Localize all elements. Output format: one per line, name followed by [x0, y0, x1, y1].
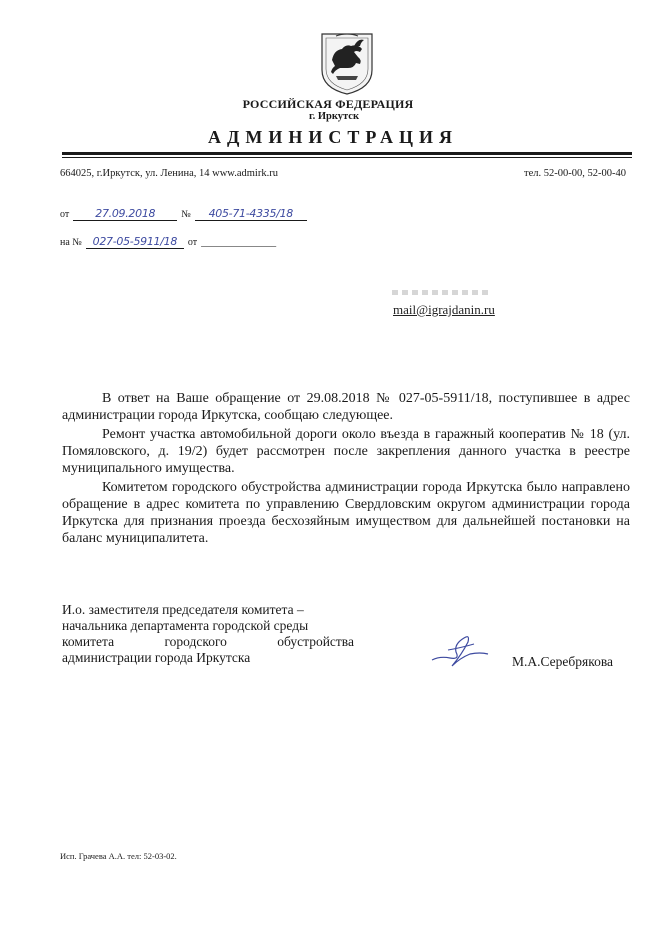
executor-note: Исп. Грачева А.А. тел: 52-03-02. [60, 851, 177, 861]
position-word: городского [164, 634, 227, 649]
body-paragraph-3 [62, 479, 630, 547]
number-label: № [181, 209, 191, 220]
date-label: от [60, 209, 70, 220]
position-line [62, 634, 354, 650]
incoming-registry-row [60, 232, 276, 250]
paragraph-text: В ответ на Ваше обращение от 29.08.2018 № 027-05-5911/18, поступившее в адрес администрации города Иркутска, сообщаю следующее. [62, 391, 630, 423]
position-line: администрации города Иркутска [62, 650, 251, 665]
signatory-name: М.А.Серебрякова [512, 654, 614, 669]
organization-phone: тел. 52-00-00, 52-00-40 [524, 168, 626, 179]
position-line: начальника департамента городской среды [62, 618, 309, 633]
paragraph-text: Комитетом городского обустройства администрации города Иркутска было направлено обращение в адрес комитета по управлению Свердловским округом администрации города Иркутска для признания проезда бесхозяйным имуществом для дальнейшей постановки на баланс муниципалитета. [62, 480, 630, 546]
paragraph-text: Ремонт участка автомобильной дороги около въезда в гаражный кооператив № 18 (ул. Помяловского, д. 19/2) будет рассмотрен после закрепления данного участка в реестре муниципального имущества. [62, 427, 630, 476]
signatory-position [62, 602, 362, 666]
reply-date-value: _______________ [201, 237, 277, 248]
body-paragraph-2 [62, 426, 630, 477]
header-rule-thick [62, 152, 632, 155]
handwritten-signature [430, 632, 490, 672]
header-rule-thin [62, 157, 632, 158]
redacted-address-line [392, 290, 492, 295]
body-paragraph-1 [62, 390, 630, 424]
reply-number: 027-05-5911/18 [86, 235, 184, 249]
position-word: обустройства [277, 634, 354, 649]
recipient-email-link[interactable]: mail@igrajdanin.ru [393, 302, 495, 317]
reply-date-label: от [187, 237, 198, 248]
city-heading: г. Иркутск [309, 111, 359, 122]
outgoing-date: 27.09.2018 [73, 207, 177, 221]
position-word: комитета [62, 634, 115, 649]
country-heading: РОССИЙСКАЯ ФЕДЕРАЦИЯ [242, 97, 414, 111]
outgoing-number: 405-71-4335/18 [195, 207, 307, 221]
organization-title: АДМИНИСТРАЦИЯ [207, 127, 459, 147]
organization-address: 664025, г.Иркутск, ул. Ленина, 14 www.admirk.ru [60, 168, 278, 179]
recipient-email[interactable] [393, 302, 495, 318]
reply-label: на № [60, 237, 82, 248]
coat-of-arms-emblem [318, 30, 376, 96]
outgoing-registry-row [60, 204, 307, 222]
position-line: И.о. заместителя председателя комитета – [62, 602, 304, 617]
